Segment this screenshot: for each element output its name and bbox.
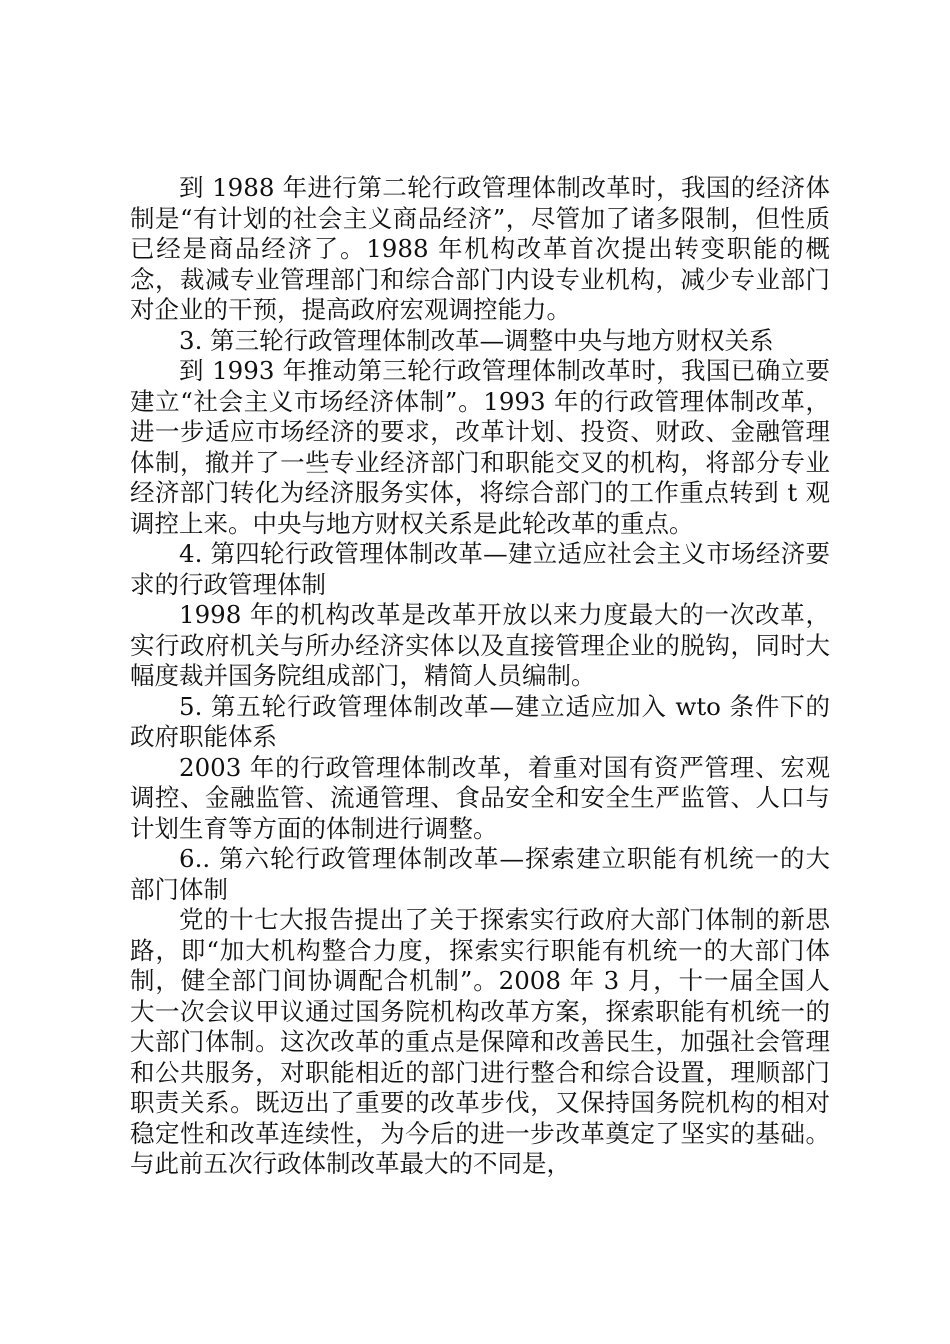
document-body [130, 173, 830, 1180]
paragraph-sixth-reform: 党的十七大报告提出了关于探索实行政府大部门体制的新思路，即“加大机构整合力度，探索实行职能有机统一的大部门体制，健全部门间协调配合机制”。2008 年 3 月，十一届全国人大一次会议甲议通过国务院机构改革方案，探索职能有机统一的大部门体制。这次改革的重点是保障和改善民生，加强社会管理和公共服务，对职能相近的部门进行整合和综合设置，理顺部门职责关系。既迈出了重要的改革步伐，又保持国务院机构的相对稳定性和改革连续性，为今后的进一步改革奠定了坚实的基础。与此前五次行政体制改革最大的不同是， [130, 905, 830, 1178]
paragraph-third-reform: 到 1993 年推动第三轮行政管理体制改革时，我国已确立要建立“社会主义市场经济体制”。1993 年的行政管理体制改革，进一步适应市场经济的要求，改革计划、投资、财政、金融管理体制，撤并了一些专业经济部门和职能交叉的机构，将部分专业经济部门转化为经济服务实体，将综合部门的工作重点转到 t 观调控上来。中央与地方财权关系是此轮改革的重点。 [130, 356, 830, 538]
heading-sixth-reform: 6.. 第六轮行政管理体制改革—探索建立职能有机统一的大部门体制 [130, 844, 830, 904]
paragraph-fifth-reform: 2003 年的行政管理体制改革，着重对国有资严管理、宏观调控、金融监管、流通管理、食品安全和安全生严监管、人口与计划生育等方面的体制进行调整。 [130, 752, 830, 843]
heading-fourth-reform: 4. 第四轮行政管理体制改革—建立适应社会主义市场经济要求的行政管理体制 [130, 539, 830, 599]
paragraph-second-reform: 到 1988 年进行第二轮行政管理体制改革时，我国的经济体制是“有计划的社会主义商品经济”，尽管加了诸多限制，但性质已经是商品经济了。1988 年机构改革首次提出转变职能的概念，裁减专业管理部门和综合部门内设专业机构，减少专业部门对企业的干预，提高政府宏观调控能力。 [130, 173, 830, 324]
heading-fifth-reform: 5. 第五轮行政管理体制改革—建立适应加入 wto 条件下的政府职能体系 [130, 691, 830, 751]
paragraph-fourth-reform: 1998 年的机构改革是改革开放以来力度最大的一次改革，实行政府机关与所办经济实体以及直接管理企业的脱钩，同时大幅度裁并国务院组成部门，精简人员编制。 [130, 600, 830, 690]
heading-third-reform: 3. 第三轮行政管理体制改革—调整中央与地方财权关系 [179, 325, 774, 355]
